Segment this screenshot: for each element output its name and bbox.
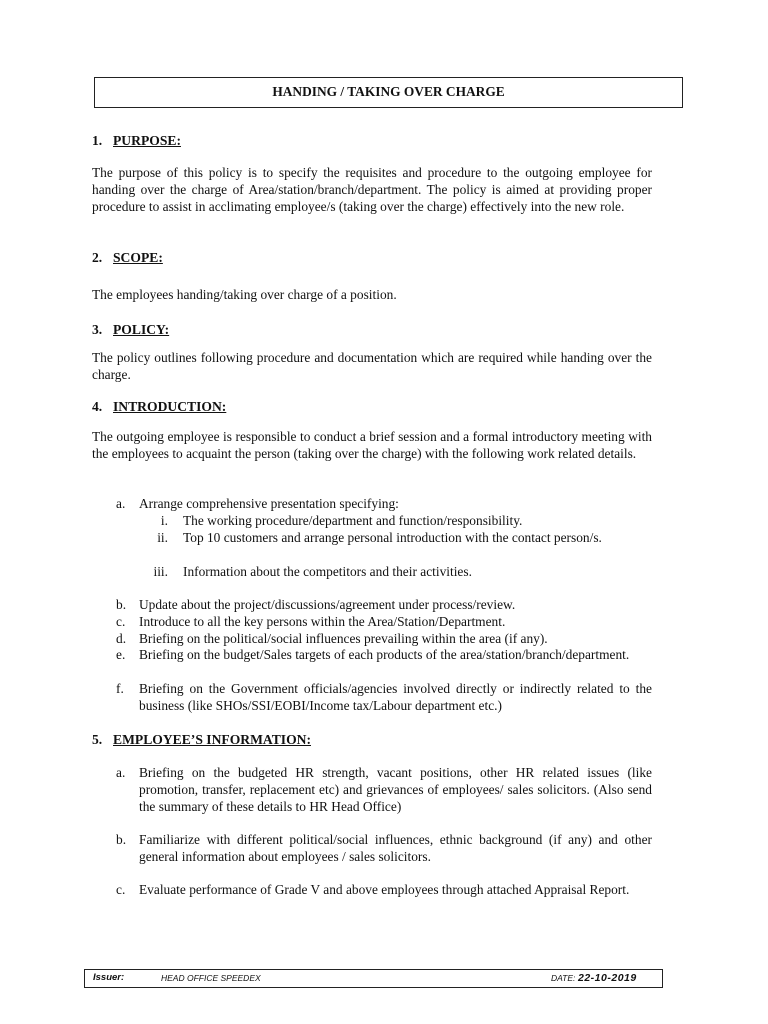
list-item-text: The working procedure/department and function/responsibility. [183,513,523,528]
list-item [116,631,652,648]
list-item-text: Introduce to all the key persons within the Area/Station/Department. [139,614,506,629]
section-heading-scope [92,250,163,267]
sub-list-item [138,564,652,581]
document-footer [84,969,663,988]
issuer-label: Issuer: [93,972,125,983]
list-marker: b. [116,597,127,612]
policy-paragraph: The policy outlines following procedure and documentation which are required while handing over the charge. [92,350,652,382]
list-marker: i. [160,513,168,528]
list-item-text: Briefing on the budget/Sales targets of each products of the area/station/branch/department. [139,647,630,662]
date-label: DATE: [551,973,576,983]
list-item-text: Arrange comprehensive presentation specifying: [139,496,399,511]
list-item [116,832,652,866]
section-heading-policy [92,322,169,339]
list-item [116,496,652,513]
section-heading-introduction [92,399,226,416]
section-heading-purpose [92,133,181,150]
section-heading-employee-information [92,732,311,749]
list-item-text: Briefing on the Government officials/agencies involved directly or indirectly related to the business (like SHOs/SSI/EOBI/Income tax/Labour department etc.) [139,681,652,713]
list-item-text: Information about the competitors and their activities. [183,564,472,579]
section-number: 4. [92,399,103,414]
list-item-text: Briefing on the budgeted HR strength, vacant positions, other HR related issues (like promotion, transfer, replacement etc) and grievances of employees/ sales solicitors. (Also send the summary of these details to HR Head Office) [139,765,652,814]
scope-paragraph: The employees handing/taking over charge of a position. [92,287,397,302]
list-marker: b. [116,832,127,847]
list-marker: ii. [157,530,168,545]
list-item-text: Familiarize with different political/social influences, ethnic background (if any) and other general information about employees / sales solicitors. [139,832,652,864]
list-item-text: Update about the project/discussions/agreement under process/review. [139,597,516,612]
list-item [116,614,652,631]
document-title: HANDING / TAKING OVER CHARGE [94,77,683,108]
list-item-text: Top 10 customers and arrange personal introduction with the contact person/s. [183,530,602,545]
list-item-text: Evaluate performance of Grade V and above employees through attached Appraisal Report. [139,882,630,897]
sub-list-item [138,513,652,530]
list-marker: c. [116,882,126,897]
list-marker: c. [116,614,126,629]
section-number: 2. [92,250,103,265]
list-item-text: Briefing on the political/social influences prevailing within the area (if any). [139,631,548,646]
issuer-value: HEAD OFFICE SPEEDEX [161,973,261,983]
introduction-paragraph: The outgoing employee is responsible to conduct a brief session and a formal introductory meeting with the employees to acquaint the person (taking over the charge) with the following work related details. [92,429,652,461]
list-marker: e. [116,647,126,662]
list-marker: a. [116,496,126,511]
section-number: 1. [92,133,103,148]
purpose-paragraph: The purpose of this policy is to specify the requisites and procedure to the outgoing employee for handing over the charge of Area/station/branch/department. The policy is aimed at providing proper procedure to assist in acclimating employee/s (taking over the charge) effectively into the new role. [92,165,652,214]
sub-list-item [138,530,652,547]
list-marker: f. [116,681,124,696]
list-item [116,681,652,715]
section-label: PURPOSE: [113,133,181,148]
section-number: 3. [92,322,103,337]
section-label: EMPLOYEE’S INFORMATION: [113,732,311,747]
section-label: SCOPE: [113,250,163,265]
section-number: 5. [92,732,103,747]
list-marker: a. [116,765,126,780]
date-value: 22-10-2019 [578,972,637,984]
list-item [116,647,652,664]
section-label: POLICY: [113,322,170,337]
list-item [116,597,652,614]
list-marker: iii. [153,564,168,579]
list-item [116,765,652,815]
section-label: INTRODUCTION: [113,399,227,414]
list-item [116,882,652,899]
list-marker: d. [116,631,127,646]
